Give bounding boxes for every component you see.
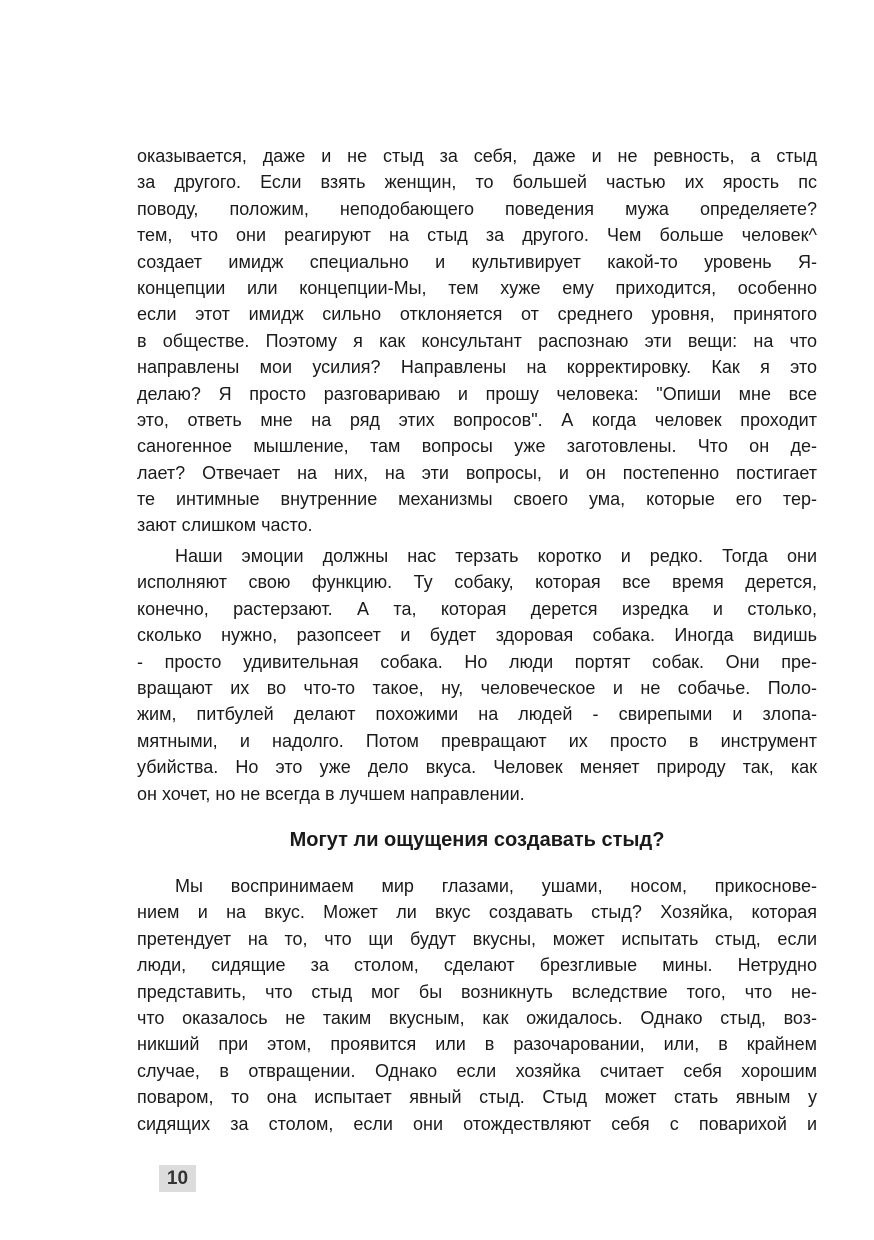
text-line: мятными, и надолго. Потом превращают их просто в инструмент [137, 730, 817, 751]
text-line: направлены мои усилия? Направлены на корректировку. Как я это [137, 357, 817, 378]
text-line: жим, питбулей делают похожими на людей - свирепыми и злопа- [137, 704, 817, 725]
text-line: конечно, растерзают. А та, которая дерется изредка и столько, [137, 598, 817, 619]
text-line: концепции или концепции-Мы, тем хуже ему приходится, особенно [137, 277, 817, 298]
text-line: представить, что стыд мог бы возникнуть вследствие того, что не- [137, 981, 817, 1002]
text-line: убийства. Но это уже дело вкуса. Человек меняет природу так, как [137, 757, 817, 778]
text-line: поваром, то она испытает явный стыд. Стыд может стать явным у [137, 1087, 817, 1108]
text-line: никший при этом, проявится или в разочаровании, или, в крайнем [137, 1034, 817, 1055]
text-line: Наши эмоции должны нас терзать коротко и редко. Тогда они [175, 546, 817, 566]
text-line: он хочет, но не всегда в лучшем направлении. [137, 783, 525, 804]
text-line: тем, что они реагируют на стыд за другого. Чем больше человек^ [137, 225, 817, 246]
text-line: случае, в отвращении. Однако если хозяйка считает себя хорошим [137, 1060, 817, 1081]
text-line: создает имидж специально и культивирует какой-то уровень Я- [137, 251, 817, 272]
text-line: это, ответь мне на ряд этих вопросов". А когда человек проходит [137, 409, 817, 430]
text-line: вращают их во что-то такое, ну, человеческое и не собачье. Поло- [137, 677, 817, 698]
text-line: поводу, положим, неподобающего поведения мужа определяете? [137, 198, 817, 219]
text-line: те интимные внутренние механизмы своего ума, которые его тер- [137, 489, 817, 510]
paragraph-1 [137, 143, 817, 539]
text-line: что оказалось не таким вкусным, как ожидалось. Однако стыд, воз- [137, 1007, 817, 1028]
text-line: люди, сидящие за столом, сделают брезгливые мины. Нетрудно [137, 955, 817, 976]
text-line: зают слишком часто. [137, 515, 313, 536]
paragraph-2 [137, 543, 817, 807]
text-line: нием и на вкус. Может ли вкус создавать стыд? Хозяйка, которая [137, 902, 817, 923]
section-heading: Могут ли ощущения создавать стыд? [289, 829, 665, 851]
text-line: исполняют свою функцию. Ту собаку, которая все время дерется, [137, 572, 817, 593]
text-line: делаю? Я просто разговариваю и прошу человека: "Опиши мне все [137, 383, 817, 404]
text-line: Мы воспринимаем мир глазами, ушами, носом, прикоснове- [175, 876, 817, 896]
text-line: лает? Отвечает на них, на эти вопросы, и он постепенно постигает [137, 462, 817, 483]
text-line: в обществе. Поэтому я как консультант распознаю эти вещи: на что [137, 330, 817, 351]
text-line: за другого. Если взять женщин, то большей частью их ярость пс [137, 172, 817, 193]
text-line: саногенное мышление, там вопросы уже заготовлены. Что он де- [137, 436, 817, 457]
text-line: сколько нужно, разопсеет и будет здоровая собака. Иногда видишь [137, 625, 817, 646]
text-line: оказывается, даже и не стыд за себя, даже и не ревность, а стыд [137, 146, 817, 166]
text-line: сидящих за столом, если они отождествляют себя с поварихой и [137, 1113, 817, 1134]
text-line: претендует на то, что щи будут вкусны, может испытать стыд, если [137, 928, 817, 949]
page-number: 10 [159, 1165, 196, 1192]
text-line: если этот имидж сильно отклоняется от среднего уровня, принятого [137, 304, 817, 325]
paragraph-3 [137, 873, 817, 1137]
text-line: - просто удивительная собака. Но люди портят собак. Они пре- [137, 651, 817, 672]
